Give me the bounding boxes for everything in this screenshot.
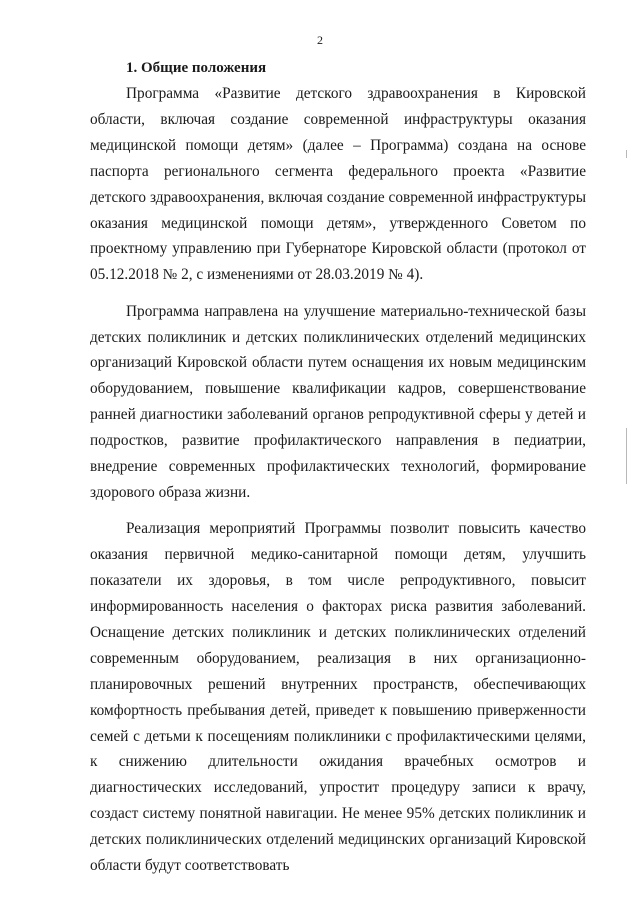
scan-mark [626,150,627,158]
section-heading: 1. Общие положения [126,60,267,76]
paragraph-program-goals: Программа направлена на улучшение материально-технической базы детских поликлиник и детских поликлинических отделений медицинских организаций Кировской области путем оснащения их новым медицинским оборудованием, повышение квалификации кадров, совершенствование ранней диагностики заболеваний органов репродуктивной сферы у детей и подростков, развитие профилактического направления в педиатрии, внедрение современных профилактических технологий, формирование здорового образа жизни. [90,302,586,501]
paragraph-program-basis: Программа «Развитие детского здравоохранения в Кировской области, включая создание современной инфраструктуры оказания медицинской помощи детям» (далее – Программа) создана на основе паспорта регионального сегмента федерального проекта «Развитие детского здравоохранения, включая создание современной инфраструктуры оказания медицинской помощи детям», утвержденного Советом по проектному управлению при Губернаторе Кировской области (протокол от 05.12.2018 № 2, с изменениями от 28.03.2019 № 4). [90,85,586,284]
section-general-provisions [90,55,586,879]
scan-mark [626,428,627,484]
page-number: 2 [317,33,323,47]
paragraph-program-outcomes: Реализация мероприятий Программы позволит повысить качество оказания первичной медико-санитарной помощи детям, улучшить показатели их здоровья, в том числе репродуктивного, повысит информированность населения о факторах риска развития заболеваний. Оснащение детских поликлиник и детских поликлинических отделений современным оборудованием, реализация в них организационно-планировочных решений внутренних пространств, обеспечивающих комфортность пребывания детей, приведет к повышению приверженности семей с детьми к посещениям поликлиники с профилактическими целями, к снижению длительности ожидания врачебных осмотров и диагностических исследований, упростит процедуру записи к врачу, создаст систему понятной навигации. Не менее 95% детских поликлиник и детских поликлинических отделений медицинских организаций Кировской области будут соответствовать [90,520,586,875]
